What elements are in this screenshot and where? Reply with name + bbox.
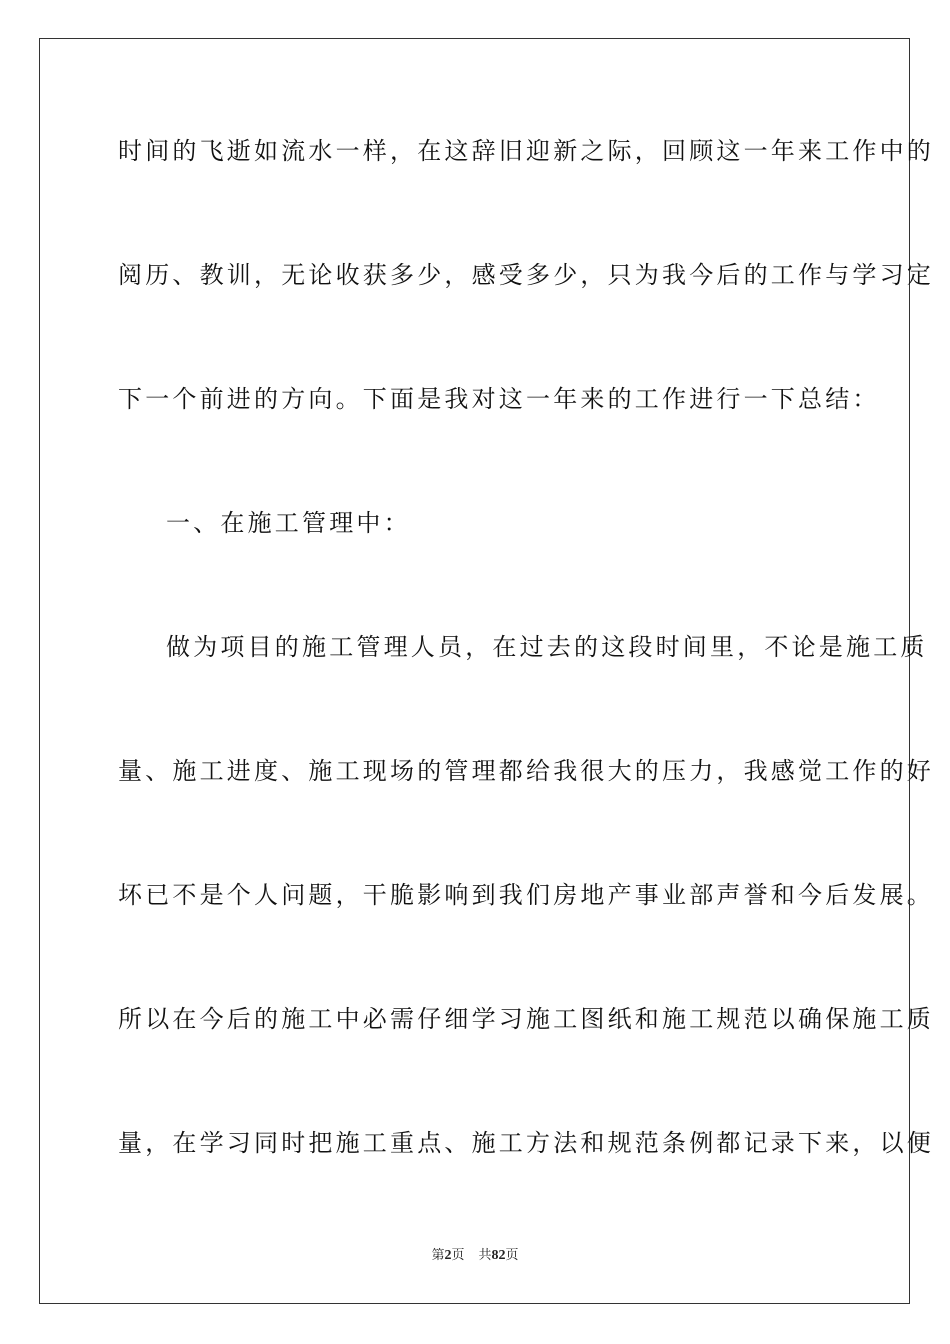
paragraph-line-5: 做为项目的施工管理人员，在过去的这段时间里，不论是施工质 (166, 633, 928, 661)
page-footer (0, 1248, 950, 1264)
page-number: 2 (444, 1248, 452, 1263)
total-pages: 82 (491, 1248, 506, 1263)
paragraph-line-2: 阅历、教训，无论收获多少，感受多少，只为我今后的工作与学习定 (118, 261, 934, 289)
section-heading: 一、在施工管理中： (166, 509, 411, 537)
paragraph-line-3: 下一个前进的方向。下面是我对这一年来的工作进行一下总结： (118, 385, 880, 413)
page-suffix: 页 (451, 1248, 465, 1263)
total-prefix: 共 (478, 1248, 492, 1263)
paragraph-line-6: 量、施工进度、施工现场的管理都给我很大的压力，我感觉工作的好 (118, 757, 934, 785)
page-prefix: 第 (431, 1248, 445, 1263)
paragraph-line-1: 时间的飞逝如流水一样，在这辞旧迎新之际，回顾这一年来工作中的 (118, 137, 934, 165)
total-suffix: 页 (505, 1248, 519, 1263)
page-border (39, 38, 934, 1304)
paragraph-line-7: 坏已不是个人问题，干脆影响到我们房地产事业部声誉和今后发展。 (118, 881, 934, 909)
paragraph-line-8: 所以在今后的施工中必需仔细学习施工图纸和施工规范以确保施工质 (118, 1005, 934, 1033)
paragraph-line-9: 量，在学习同时把施工重点、施工方法和规范条例都记录下来，以便 (118, 1129, 934, 1157)
